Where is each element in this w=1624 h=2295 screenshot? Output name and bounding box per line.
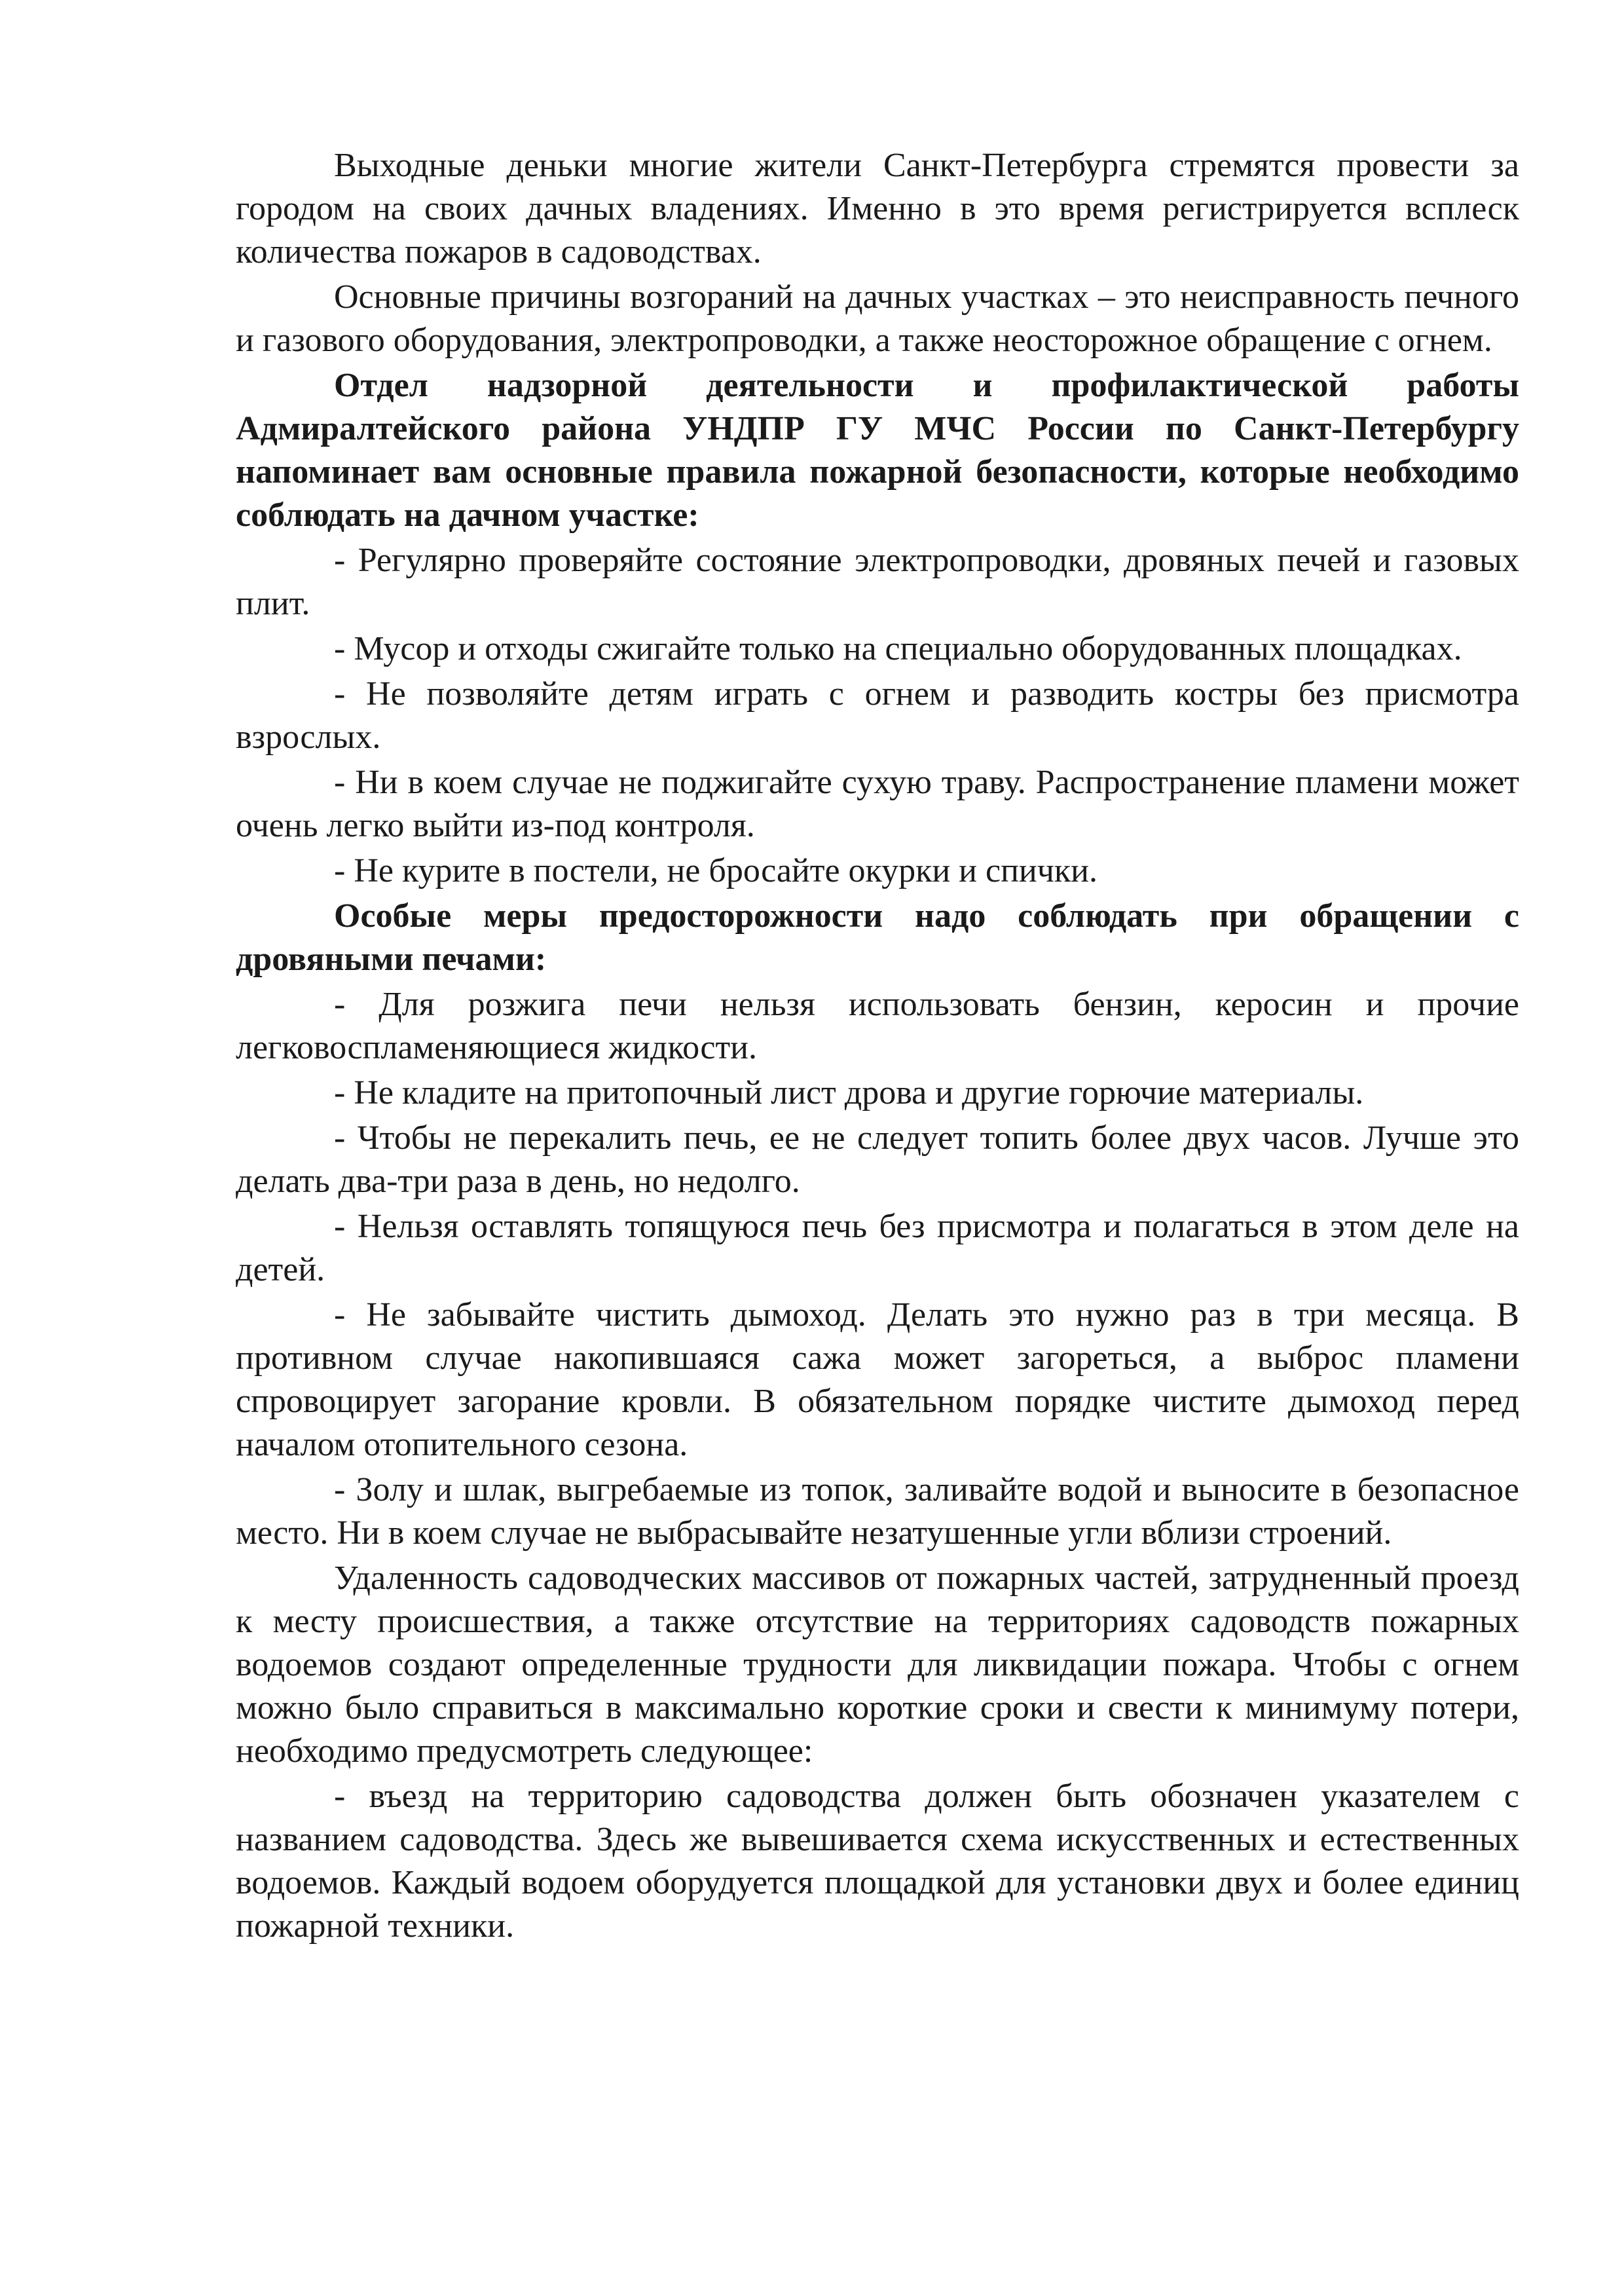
causes-paragraph: Основные причины возгораний на дачных участках – это неисправность печного и газового оборудования, электропроводки, а также неосторожное обращение с огнем.	[236, 278, 1519, 359]
intro-paragraph: Выходные деньки многие жители Санкт-Петербурга стремятся провести за городом на своих дачных владениях. Именно в это время регистрируется всплеск количества пожаров в садоводствах.	[236, 147, 1519, 271]
remoteness-paragraph: Удаленность садоводческих массивов от пожарных частей, затрудненный проезд к месту происшествия, а также отсутствие на территориях садоводств пожарных водоемов создают определенные трудности для ликвидации пожара. Чтобы с огнем можно было справиться в максимально короткие сроки и свести к минимуму потери, необходимо предусмотреть следующее:	[236, 1559, 1519, 1770]
stove-rule-item: - Чтобы не перекалить печь, ее не следует топить более двух часов. Лучше это делать два-три раза в день, но недолго.	[236, 1119, 1519, 1200]
rule-item: - Не курите в постели, не бросайте окурки и спички.	[334, 852, 1098, 889]
stove-rule-item: - Нельзя оставлять топящуюся печь без присмотра и полагаться в этом деле на детей.	[236, 1208, 1519, 1288]
rule-item: - Не позволяйте детям играть с огнем и разводить костры без присмотра взрослых.	[236, 675, 1519, 756]
stove-rule-item: - Золу и шлак, выгребаемые из топок, заливайте водой и выносите в безопасное место. Ни в коем случае не выбрасывайте незатушенные угли вблизи строений.	[236, 1471, 1519, 1552]
document-page	[236, 144, 1519, 1948]
stove-precautions-heading: Особые меры предосторожности надо соблюдать при обращении с дровяными печами:	[236, 897, 1519, 978]
department-notice-heading: Отдел надзорной деятельности и профилактической работы Адмиралтейского района УНДПР ГУ МЧС России по Санкт-Петербургу напоминает вам основные правила пожарной безопасности, которые необходимо соблюдать на дачном участке:	[236, 367, 1519, 534]
rule-item: - Ни в коем случае не поджигайте сухую траву. Распространение пламени может очень легко выйти из-под контроля.	[236, 764, 1519, 844]
requirement-item: - въезд на территорию садоводства должен быть обозначен указателем с названием садоводства. Здесь же вывешивается схема искусственных и естественных водоемов. Каждый водоем оборудуется площадкой для установки двух и более единиц пожарной техники.	[236, 1778, 1519, 1945]
stove-rule-item: - Для розжига печи нельзя использовать бензин, керосин и прочие легковоспламеняющиеся жидкости.	[236, 986, 1519, 1066]
stove-rule-item: - Не забывайте чистить дымоход. Делать это нужно раз в три месяца. В противном случае накопившаяся сажа может загореться, а выброс пламени спровоцирует загорание кровли. В обязательном порядке чистите дымоход перед началом отопительного сезона.	[236, 1296, 1519, 1463]
rule-item: - Мусор и отходы сжигайте только на специально оборудованных площадках.	[334, 630, 1462, 667]
rule-item: - Регулярно проверяйте состояние электропроводки, дровяных печей и газовых плит.	[236, 542, 1519, 622]
stove-rule-item: - Не кладите на притопочный лист дрова и другие горючие материалы.	[334, 1074, 1364, 1111]
